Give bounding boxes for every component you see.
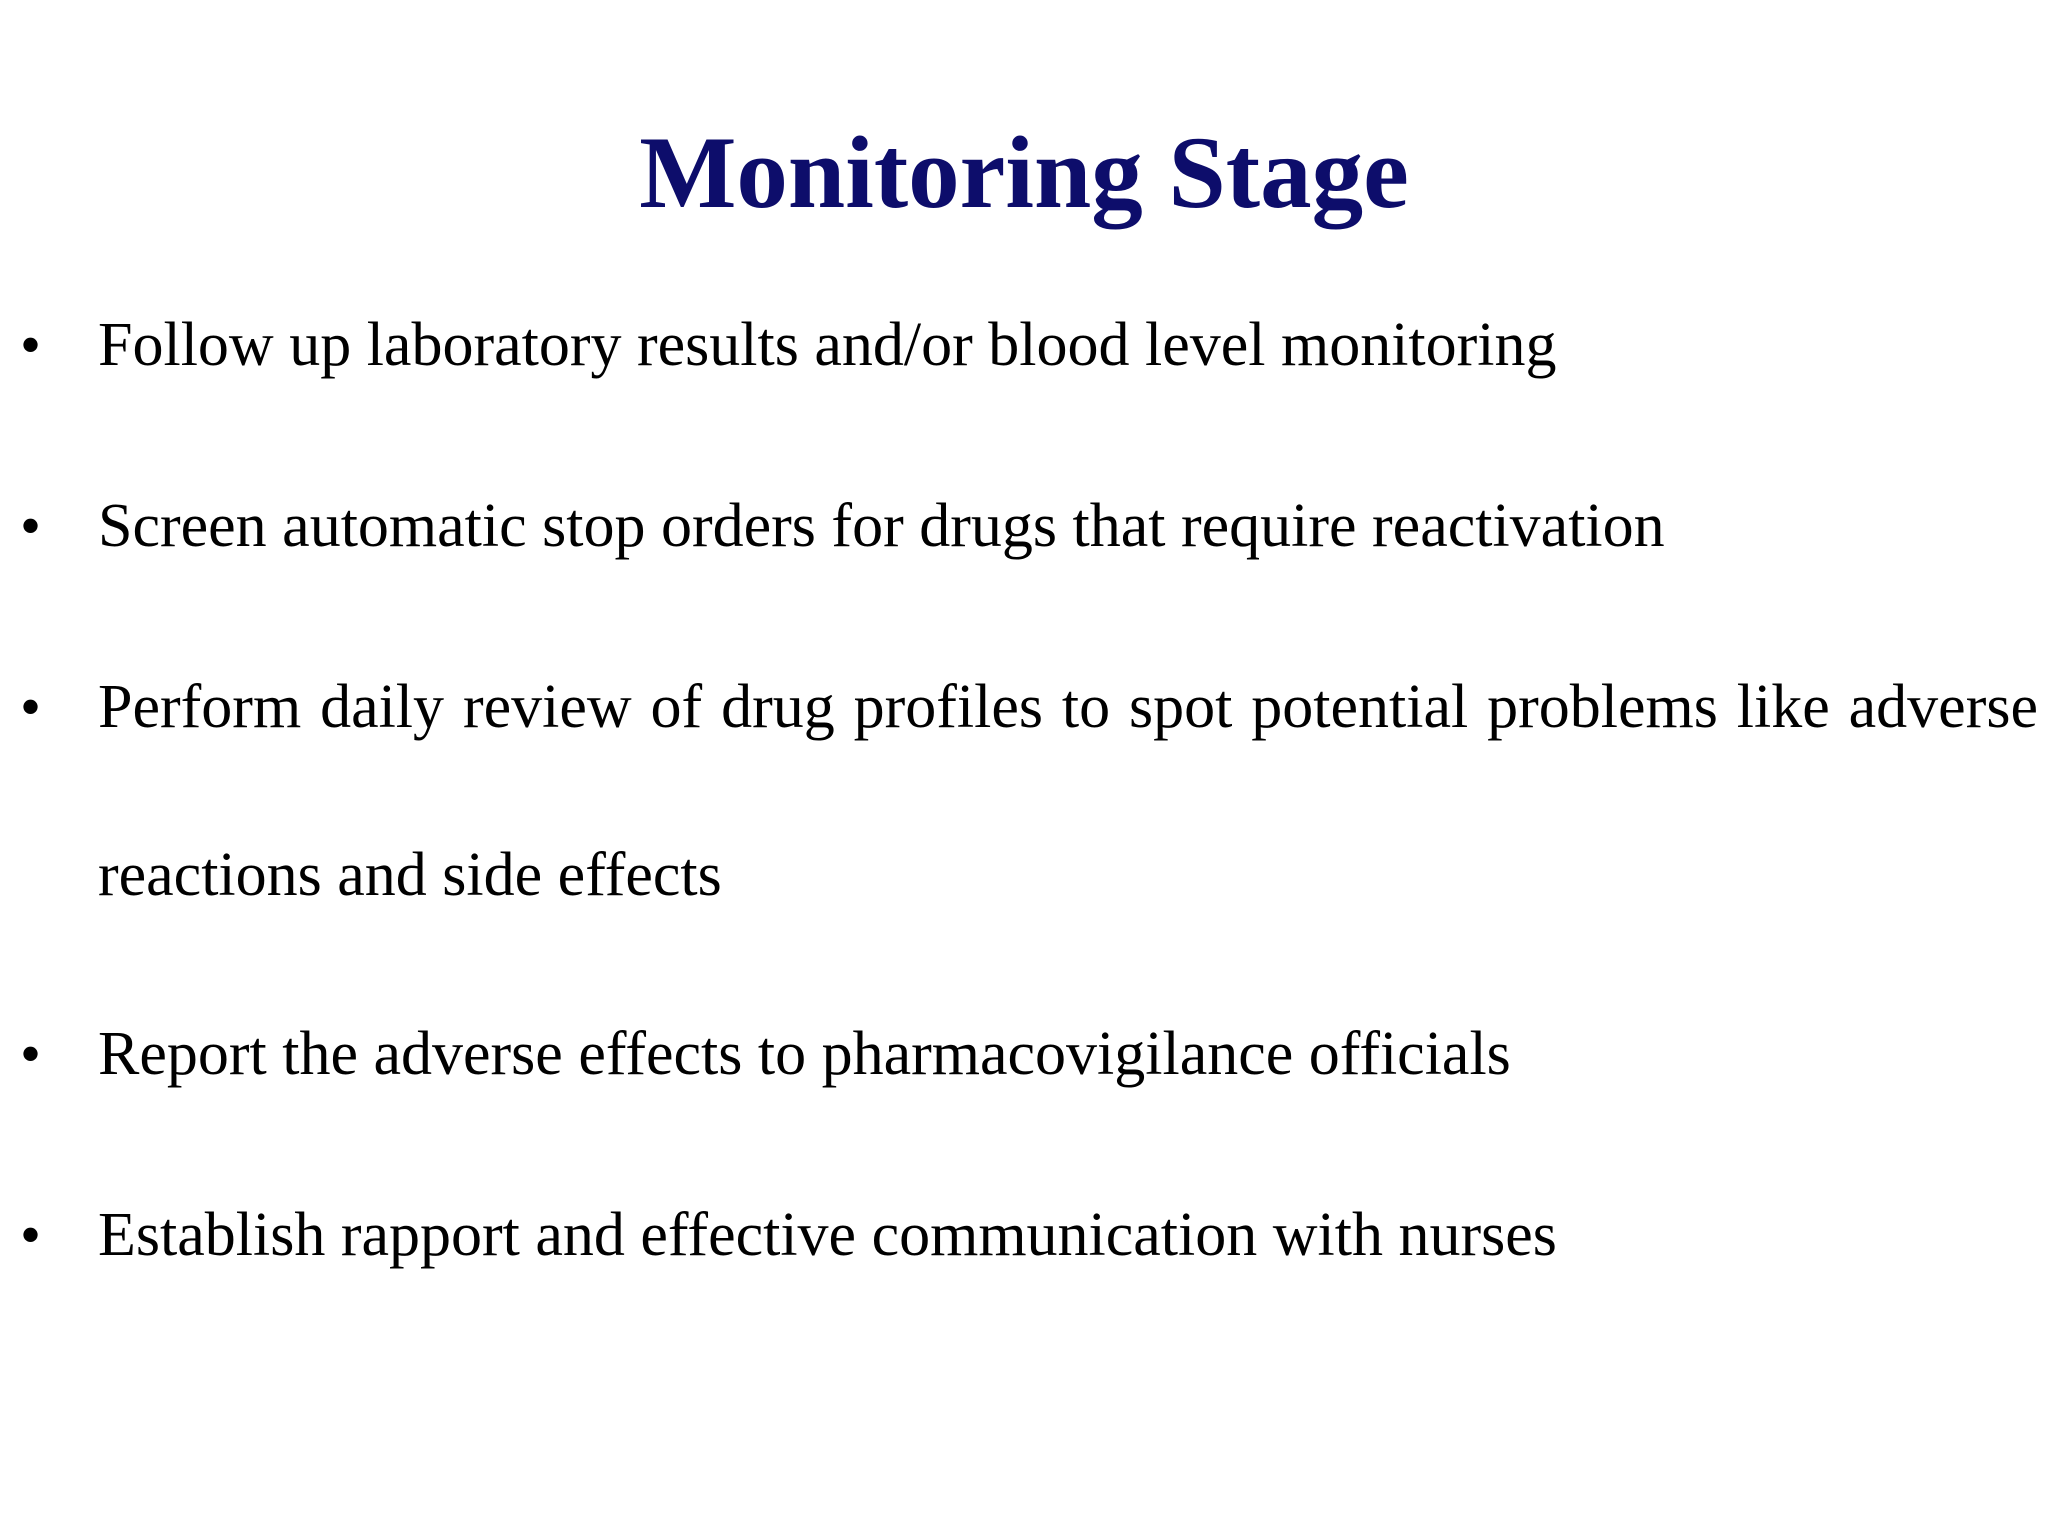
bullet-text: Establish rapport and effective communication with nurses	[98, 1201, 1557, 1269]
bullet-icon: •	[20, 1021, 42, 1087]
bullet-text: Report the adverse effects to pharmacovigilance officials	[98, 1020, 1511, 1088]
bullet-icon: •	[20, 674, 42, 740]
bullet-icon: •	[20, 1202, 42, 1268]
list-item	[0, 481, 2048, 571]
list-item	[0, 1190, 2048, 1280]
bullet-icon: •	[20, 493, 42, 559]
list-item	[0, 1009, 2048, 1099]
bullet-text: Perform daily review of drug profiles to spot potential problems like adverse reactions and side effects	[98, 673, 2038, 909]
bullet-text: Follow up laboratory results and/or blood level monitoring	[98, 311, 1557, 379]
slide-title: Monitoring Stage	[639, 116, 1409, 230]
list-item	[0, 300, 2048, 390]
list-item	[0, 662, 2048, 959]
bullet-text: Screen automatic stop orders for drugs that require reactivation	[98, 492, 1665, 560]
bullet-icon: •	[20, 312, 42, 378]
